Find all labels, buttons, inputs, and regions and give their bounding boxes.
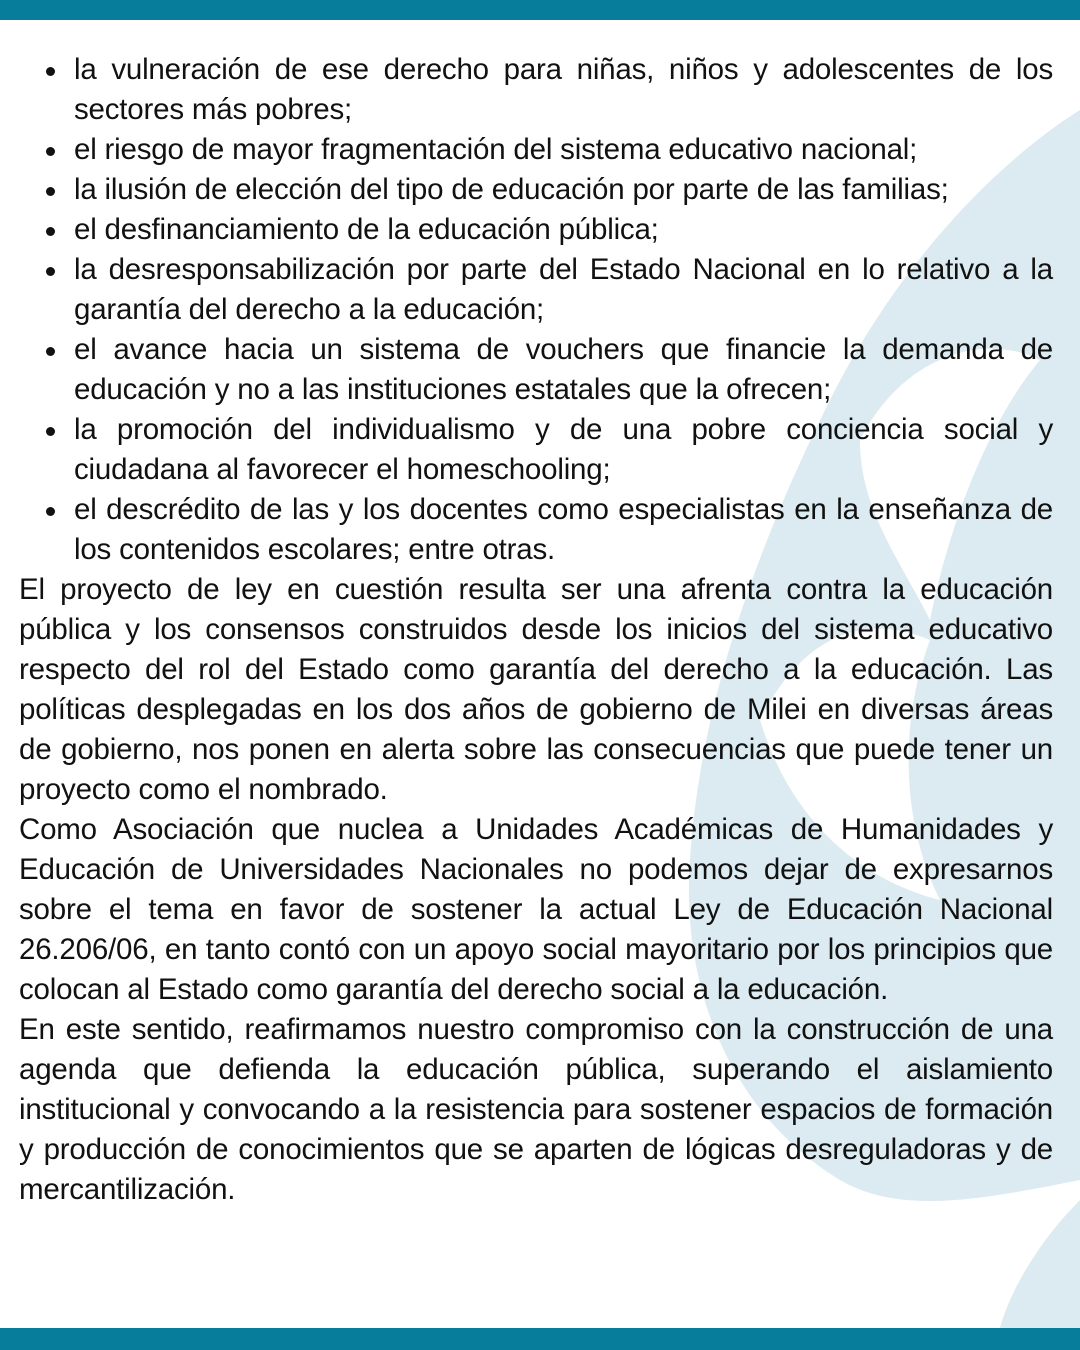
list-item: la vulneración de ese derecho para niñas, niños y adolescentes de los sectores más pobres; — [74, 50, 1053, 130]
paragraph-law-project: El proyecto de ley en cuestión resulta ser una afrenta contra la educación pública y los consensos construidos desde los inicios del sistema educativo respecto del rol del Estado como garantía del derecho a la educación. Las políticas desplegadas en los dos años de gobierno de Milei en diversas áreas de gobierno, nos ponen en alerta sobre las consecuencias que puede tener un proyecto como el nombrado. — [19, 573, 1053, 806]
list-item: el riesgo de mayor fragmentación del sistema educativo nacional; — [74, 130, 1053, 170]
list-item: el desfinanciamiento de la educación pública; — [74, 210, 1053, 250]
document-body — [19, 50, 1053, 1210]
paragraph-association: Como Asociación que nuclea a Unidades Académicas de Humanidades y Educación de Universidades Nacionales no podemos dejar de expresarnos sobre el tema en favor de sostener la actual Ley de Educación Nacional 26.206/06, en tanto contó con un apoyo social mayoritario por los principios que colocan al Estado como garantía del derecho social a la educación. — [19, 813, 1053, 1006]
list-item: el avance hacia un sistema de vouchers que financie la demanda de educación y no a las instituciones estatales que la ofrecen; — [74, 330, 1053, 410]
list-item: el descrédito de las y los docentes como especialistas en la enseñanza de los contenidos escolares; entre otras. — [74, 490, 1053, 570]
paragraph-commitment: En este sentido, reafirmamos nuestro compromiso con la construcción de una agenda que defienda la educación pública, superando el aislamiento institucional y convocando a la resistencia para sostener espacios de formación y producción de conocimientos que se aparten de lógicas desreguladoras y de mercantilización. — [19, 1013, 1053, 1206]
list-item: la promoción del individualismo y de una pobre conciencia social y ciudadana al favorecer el homeschooling; — [74, 410, 1053, 490]
list-item: la ilusión de elección del tipo de educación por parte de las familias; — [74, 170, 1053, 210]
list-item: la desresponsabilización por parte del Estado Nacional en lo relativo a la garantía del derecho a la educación; — [74, 250, 1053, 330]
bottom-color-band — [0, 1328, 1080, 1350]
concerns-list — [19, 50, 1053, 570]
